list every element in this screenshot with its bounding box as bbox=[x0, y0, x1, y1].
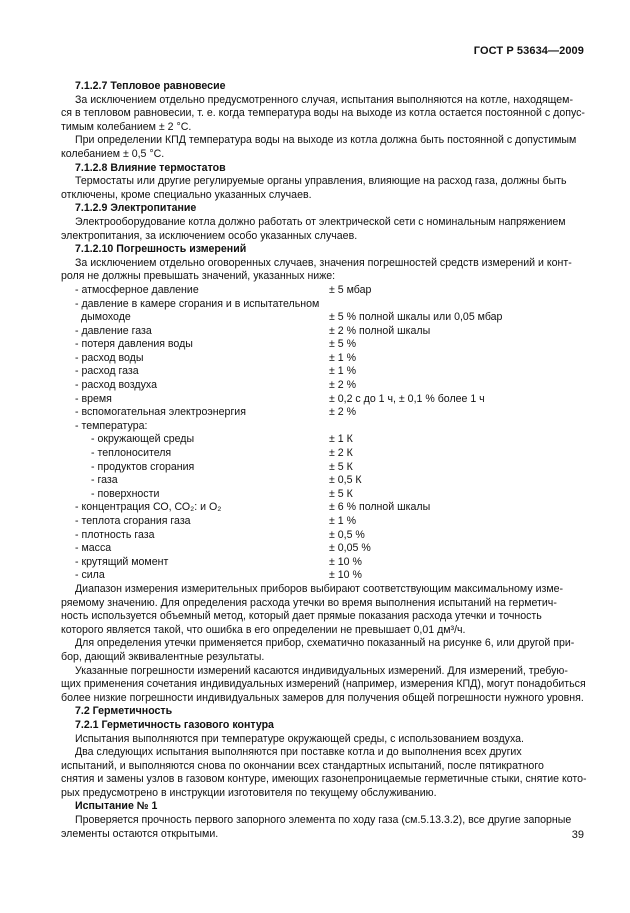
paragraph-line: щих применения сочетания индивидуальных измерений (например, измерения КПД), могут понадобиться bbox=[61, 678, 586, 691]
document-header: ГОСТ Р 53634—2009 bbox=[473, 45, 584, 57]
paragraph-line: За исключением отдельно предусмотренного случая, испытания выполняются на котле, находящем- bbox=[75, 93, 573, 106]
tolerance-label: - атмосферное давление bbox=[75, 283, 199, 296]
tolerance-value: ± 6 % полной шкалы bbox=[329, 501, 431, 514]
tolerance-value: ± 10 % bbox=[329, 569, 362, 582]
tolerance-row bbox=[61, 488, 589, 502]
tolerance-value: ± 2 % полной шкалы bbox=[329, 324, 431, 337]
tolerance-label: - потеря давления воды bbox=[75, 338, 193, 351]
tolerance-value: ± 1 % bbox=[329, 365, 357, 378]
tolerance-value: ± 0,5 К bbox=[329, 474, 362, 487]
tolerance-row bbox=[61, 325, 589, 339]
tolerance-value: ± 0,05 % bbox=[329, 542, 371, 555]
tolerance-value bbox=[329, 420, 589, 434]
tolerance-row bbox=[61, 474, 589, 488]
tolerance-label: - крутящий момент bbox=[75, 555, 169, 568]
tolerance-label: - газа bbox=[91, 474, 118, 487]
section-heading: 7.1.2.9 Электропитание bbox=[75, 202, 197, 215]
paragraph-line: При определении КПД температура воды на выходе из котла должна быть постоянной с допустимым bbox=[75, 134, 577, 147]
tolerance-list bbox=[61, 284, 589, 583]
tolerance-value: ± 2 % bbox=[329, 379, 357, 392]
tolerance-row bbox=[61, 365, 589, 379]
tolerance-value: ± 1 % bbox=[329, 515, 357, 527]
paragraph-line: ность используется объемный метод, который дает прямые показания расхода утечки и точность bbox=[61, 610, 542, 623]
tolerance-row bbox=[61, 379, 589, 393]
tolerance-row bbox=[61, 461, 589, 475]
tolerance-value: ± 0,5 % bbox=[329, 528, 365, 541]
tolerance-row bbox=[61, 284, 589, 298]
tolerance-label: - окружающей среды bbox=[91, 433, 195, 446]
tolerance-row bbox=[61, 433, 589, 447]
tolerance-value: ± 2 % bbox=[329, 406, 357, 419]
section-heading: 7.1.2.7 Тепловое равновесие bbox=[75, 80, 226, 92]
paragraph-line: ся в тепловом равновесии, т. е. когда температура воды на выходе из котла остается постоянной с допус- bbox=[61, 107, 585, 120]
paragraph-line: роля не должны превышать значений, указанных ниже: bbox=[61, 270, 336, 283]
paragraph-line: Диапазон измерения измерительных приборов выбирают соответствующим максимальному изме- bbox=[75, 582, 564, 595]
tolerance-row bbox=[61, 501, 589, 515]
paragraph-line: рых предусмотрено в инструкции изготовителя по текущему обслуживанию. bbox=[61, 786, 437, 799]
tolerance-row bbox=[61, 529, 589, 543]
tolerance-value: ± 5 К bbox=[329, 487, 353, 500]
tolerance-label: - давление газа bbox=[75, 324, 152, 337]
tolerance-value: ± 5 К bbox=[329, 460, 353, 473]
paragraph-line: испытаний, и выполняются снова по окончании всех стандартных испытаний, после пятикратного bbox=[61, 759, 544, 772]
paragraph-line: элементы остаются открытыми. bbox=[61, 827, 219, 840]
tolerance-row bbox=[61, 298, 589, 312]
tolerance-value: ± 0,2 с до 1 ч, ± 0,1 % более 1 ч bbox=[329, 392, 485, 405]
tolerance-row bbox=[61, 393, 589, 407]
tolerance-label: - расход воды bbox=[75, 351, 144, 364]
paragraph-line: более низкие погрешности индивидуальных замеров для получения общей погрешности нужного уровня. bbox=[61, 691, 584, 704]
tolerance-label: - температура: bbox=[75, 419, 148, 432]
paragraph-line: Испытания выполняются при температуре окружающей среды, с использованием воздуха. bbox=[75, 732, 524, 745]
paragraph-line: которого является такой, что ошибка в его определении не превышает 0,01 дм³/ч. bbox=[61, 623, 466, 636]
tolerance-row bbox=[61, 311, 589, 325]
tolerance-row bbox=[61, 420, 589, 434]
paragraph-line: отключены, кроме специально указанных случаев. bbox=[61, 188, 312, 201]
tolerance-label: - вспомогательная электроэнергия bbox=[75, 406, 246, 419]
tolerance-label: - расход воздуха bbox=[75, 379, 157, 392]
tolerance-label: - плотность газа bbox=[75, 528, 155, 541]
tolerance-row bbox=[61, 542, 589, 556]
paragraph-line: Два следующих испытания выполняются при поставке котла и до выполнения всех других bbox=[75, 746, 522, 759]
tolerance-value: ± 1 К bbox=[329, 433, 353, 446]
subsection-heading: 7.2.1 Герметичность газового контура bbox=[75, 718, 274, 731]
section-heading: 7.1.2.8 Влияние термостатов bbox=[75, 161, 226, 174]
tolerance-label: - расход газа bbox=[75, 365, 139, 378]
paragraph-line: За исключением отдельно оговоренных случаев, значения погрешностей средств измерений и конт- bbox=[75, 256, 572, 269]
test-heading: Испытание № 1 bbox=[75, 800, 158, 813]
tolerance-label: - теплоносителя bbox=[91, 447, 172, 460]
paragraph-line: ряемому значению. Для определения расхода утечки во время выполнения испытаний на герметич- bbox=[61, 596, 557, 609]
tolerance-label: - концентрация СО, СО₂: и О₂ bbox=[75, 501, 222, 514]
tolerance-value: ± 5 мбар bbox=[329, 283, 372, 296]
tolerance-row bbox=[61, 556, 589, 570]
paragraph-line: Проверяется прочность первого запорного элемента по ходу газа (см.5.13.3.2), все другие запорные bbox=[75, 814, 572, 827]
tolerance-label: - масса bbox=[75, 542, 112, 555]
section-heading: 7.1.2.10 Погрешность измерений bbox=[75, 243, 247, 256]
section-heading: 7.2 Герметичность bbox=[75, 705, 173, 718]
paragraph-line: электропитания, за исключением особо указанных случаев. bbox=[61, 229, 358, 242]
tolerance-label: - время bbox=[75, 392, 112, 405]
tolerance-row bbox=[61, 406, 589, 420]
document-body bbox=[61, 80, 589, 841]
tolerance-value: ± 5 % bbox=[329, 338, 357, 351]
paragraph-line: Термостаты или другие регулируемые органы управления, влияющие на расход газа, должны быть bbox=[75, 175, 567, 188]
paragraph-line: тимым колебанием ± 2 °С. bbox=[61, 120, 192, 133]
tolerance-row bbox=[61, 515, 589, 529]
tolerance-value: ± 2 К bbox=[329, 447, 353, 460]
tolerance-label: - теплота сгорания газа bbox=[75, 515, 191, 527]
paragraph-line: колебанием ± 0,5 °С. bbox=[61, 147, 165, 160]
tolerance-label: - давление в камере сгорания и в испытательном bbox=[75, 297, 320, 310]
tolerance-label: - продуктов сгорания bbox=[91, 460, 195, 473]
tolerance-label: дымоходе bbox=[81, 311, 131, 324]
paragraph-line: Для определения утечки применяется прибор, схематично показанный на рисунке 6, или другой при- bbox=[75, 637, 575, 650]
tolerance-label: - поверхности bbox=[91, 487, 160, 500]
paragraph-line: снятия и замены узлов в газовом контуре, имеющих газонепроницаемые герметичные стыки, снятие кото- bbox=[61, 773, 587, 786]
tolerance-row bbox=[61, 569, 589, 583]
tolerance-value: ± 5 % полной шкалы или 0,05 мбар bbox=[329, 311, 503, 324]
paragraph-line: Электрооборудование котла должно работать от электрической сети с номинальным напряжением bbox=[75, 215, 566, 228]
paragraph-line: Указанные погрешности измерений касаются индивидуальных измерений. Для измерений, требую- bbox=[75, 664, 568, 677]
tolerance-row bbox=[61, 447, 589, 461]
page-number: 39 bbox=[571, 829, 584, 841]
tolerance-row bbox=[61, 338, 589, 352]
tolerance-value bbox=[329, 298, 589, 312]
tolerance-row bbox=[61, 352, 589, 366]
tolerance-value: ± 1 % bbox=[329, 351, 357, 364]
tolerance-label: - сила bbox=[75, 569, 105, 582]
paragraph-line: бор, дающий эквивалентные результаты. bbox=[61, 650, 265, 663]
tolerance-value: ± 10 % bbox=[329, 555, 362, 568]
